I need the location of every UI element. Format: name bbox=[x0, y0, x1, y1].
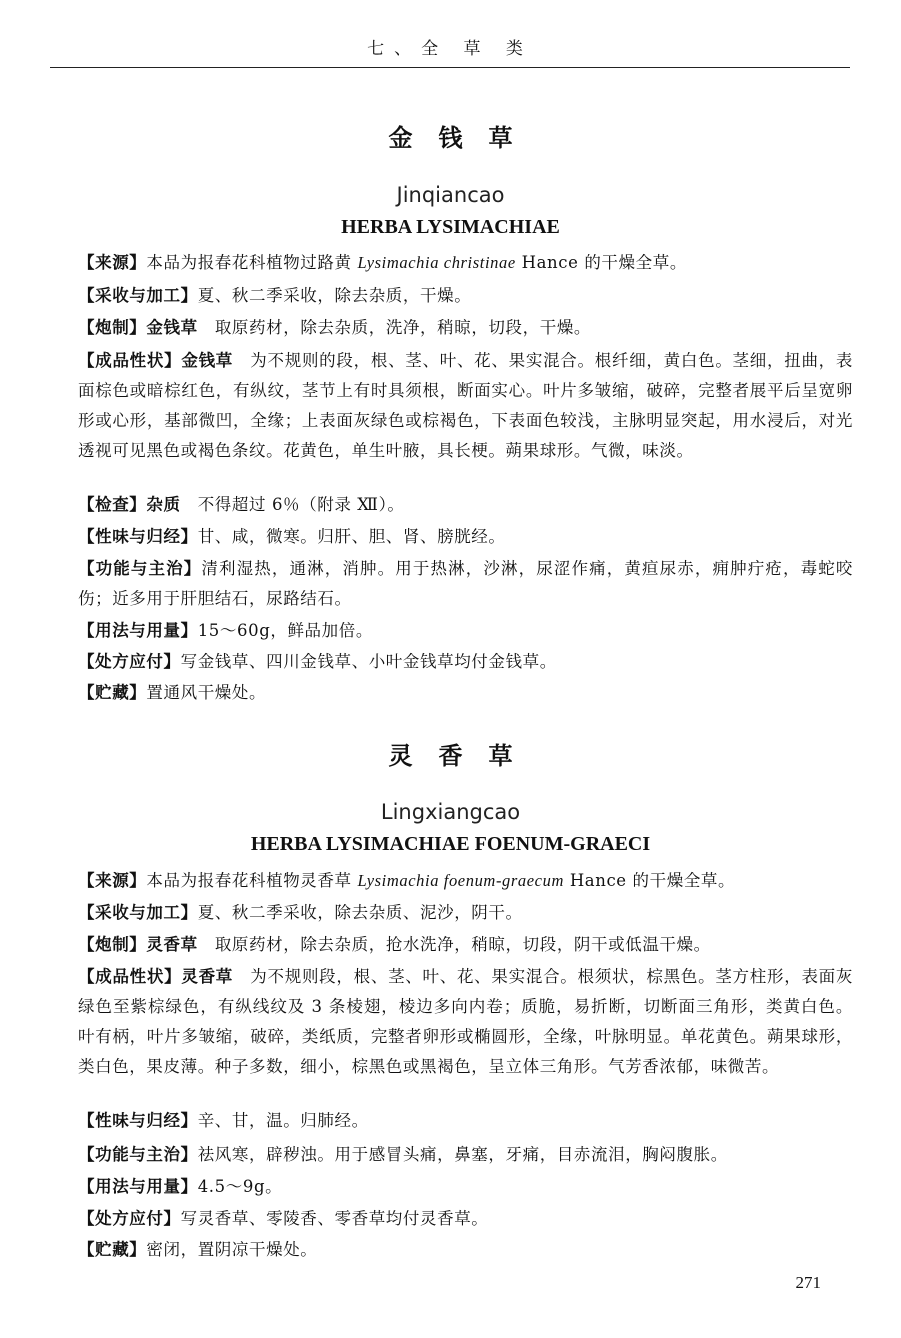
harvest-text: 夏、秋二季采收，除去杂质、泥沙，阴干。 bbox=[197, 903, 523, 922]
term-label: 金钱草 bbox=[146, 318, 198, 337]
harvest-paragraph bbox=[78, 898, 853, 928]
section-label: 【贮藏】 bbox=[78, 683, 147, 702]
section-label: 【性味与归经】 bbox=[78, 1111, 198, 1130]
function-paragraph bbox=[78, 1140, 853, 1170]
section-label: 【用法与用量】 bbox=[78, 621, 198, 640]
entry-latin-name: HERBA LYSIMACHIAE FOENUM-GRAECI bbox=[250, 833, 651, 855]
section-label: 【采收与加工】 bbox=[78, 286, 198, 305]
header-rule bbox=[50, 67, 850, 68]
dosage-text: 4.5～9g。 bbox=[197, 1177, 283, 1196]
processing-text: 取原药材，除去杂质，抢水洗净，稍晾，切段，阴干或低温干燥。 bbox=[197, 935, 711, 954]
entry-pinyin: Jinqiancao bbox=[396, 183, 505, 207]
running-header: 七、全 草 类 bbox=[367, 39, 533, 59]
species-name: Lysimachia foenum-graecum bbox=[357, 871, 564, 890]
character-paragraph bbox=[78, 346, 853, 466]
section-label: 【处方应付】 bbox=[78, 652, 181, 671]
processing-paragraph bbox=[78, 313, 853, 343]
nature-text: 辛、甘，温。归肺经。 bbox=[197, 1111, 369, 1130]
function-text: 祛风寒，辟秽浊。用于感冒头痛，鼻塞，牙痛，目赤流泪，胸闷腹胀。 bbox=[197, 1145, 728, 1164]
entry-title: 金钱草 bbox=[388, 124, 539, 152]
dosage-text: 15～60g，鲜品加倍。 bbox=[197, 621, 373, 640]
section-label: 【检查】 bbox=[78, 495, 147, 514]
source-paragraph bbox=[78, 248, 853, 278]
entry-latin-name: HERBA LYSIMACHIAE bbox=[341, 216, 560, 238]
term-label: 灵香草 bbox=[146, 935, 198, 954]
section-label: 【功能与主治】 bbox=[78, 559, 202, 578]
section-label: 【处方应付】 bbox=[78, 1209, 181, 1228]
nature-paragraph bbox=[78, 1106, 853, 1136]
function-text: 清利湿热，通淋，消肿。用于热淋，沙淋，尿涩作痛，黄疸尿赤，痈肿疔疮，毒蛇咬伤；近多用于肝胆结石，尿路结石。 bbox=[78, 559, 854, 608]
nature-paragraph bbox=[78, 522, 853, 552]
storage-text: 密闭，置阴凉干燥处。 bbox=[146, 1240, 318, 1259]
storage-paragraph bbox=[78, 678, 853, 708]
source-text-end: Hance 的干燥全草。 bbox=[563, 871, 736, 890]
entry-title: 灵香草 bbox=[388, 742, 539, 770]
nature-text: 甘、咸，微寒。归肝、胆、肾、膀胱经。 bbox=[197, 527, 506, 546]
prescription-paragraph bbox=[78, 647, 853, 677]
section-label: 【成品性状】 bbox=[78, 967, 182, 986]
function-paragraph bbox=[78, 554, 853, 614]
section-label: 【炮制】 bbox=[78, 935, 147, 954]
dosage-paragraph bbox=[78, 616, 853, 646]
section-label: 【成品性状】 bbox=[78, 351, 182, 370]
prescription-text: 写金钱草、四川金钱草、小叶金钱草均付金钱草。 bbox=[180, 652, 557, 671]
harvest-paragraph bbox=[78, 281, 853, 311]
section-label: 【性味与归经】 bbox=[78, 527, 198, 546]
section-label: 【功能与主治】 bbox=[78, 1145, 198, 1164]
species-name: Lysimachia christinae bbox=[357, 253, 516, 272]
storage-paragraph bbox=[78, 1235, 853, 1265]
source-text: 本品为报春花科植物过路黄 bbox=[146, 253, 358, 272]
section-label: 【炮制】 bbox=[78, 318, 147, 337]
entry-pinyin: Lingxiangcao bbox=[380, 800, 521, 824]
term-label: 灵香草 bbox=[181, 967, 234, 986]
page-number: 271 bbox=[795, 1273, 821, 1292]
source-paragraph bbox=[78, 866, 853, 896]
inspection-text: 不得超过 6％（附录 Ⅻ）。 bbox=[180, 495, 405, 514]
processing-paragraph bbox=[78, 930, 853, 960]
section-label: 【采收与加工】 bbox=[78, 903, 198, 922]
term-label: 金钱草 bbox=[181, 351, 234, 370]
dosage-paragraph bbox=[78, 1172, 853, 1202]
prescription-text: 写灵香草、零陵香、零香草均付灵香草。 bbox=[180, 1209, 489, 1228]
character-text: 为不规则段，根、茎、叶、花、果实混合。根须状，棕黑色。茎方柱形，表面灰绿色至紫棕绿色，有纵线纹及 3 条棱翅，棱边多向内卷；质脆，易折断，切断面三角形，类黄白色。叶有柄，叶片多皱缩，破碎，类纸质，完整者卵形或椭圆形，全缘，叶脉明显。单花黄色。蒴果球形，类白色，果皮薄。种子多数，细小，棕黑色或黑褐色，呈立体三角形。气芳香浓郁，味微苦。 bbox=[78, 967, 853, 1076]
section-label: 【来源】 bbox=[78, 871, 147, 890]
inspection-paragraph bbox=[78, 490, 853, 520]
character-text: 为不规则的段，根、茎、叶、花、果实混合。根纤细，黄白色。茎细，扭曲，表面棕色或暗棕红色，有纵纹，茎节上有时具须根，断面实心。叶片多皱缩，破碎，完整者展平后呈宽卵形或心形，基部微凹，全缘；上表面灰绿色或棕褐色，下表面色较浅，主脉明显突起，用水浸后，对光透视可见黑色或褐色条纹。花黄色，单生叶腋，具长梗。蒴果球形。气微，味淡。 bbox=[78, 351, 853, 460]
section-label: 【贮藏】 bbox=[78, 1240, 147, 1259]
source-text-end: Hance 的干燥全草。 bbox=[515, 253, 687, 272]
section-label: 【用法与用量】 bbox=[78, 1177, 198, 1196]
harvest-text: 夏、秋二季采收，除去杂质，干燥。 bbox=[197, 286, 472, 305]
character-paragraph bbox=[78, 962, 853, 1082]
term-label: 杂质 bbox=[146, 495, 181, 514]
source-text: 本品为报春花科植物灵香草 bbox=[146, 871, 358, 890]
prescription-paragraph bbox=[78, 1204, 853, 1234]
processing-text: 取原药材，除去杂质，洗净，稍晾，切段，干燥。 bbox=[197, 318, 592, 337]
section-label: 【来源】 bbox=[78, 253, 147, 272]
storage-text: 置通风干燥处。 bbox=[146, 683, 267, 702]
